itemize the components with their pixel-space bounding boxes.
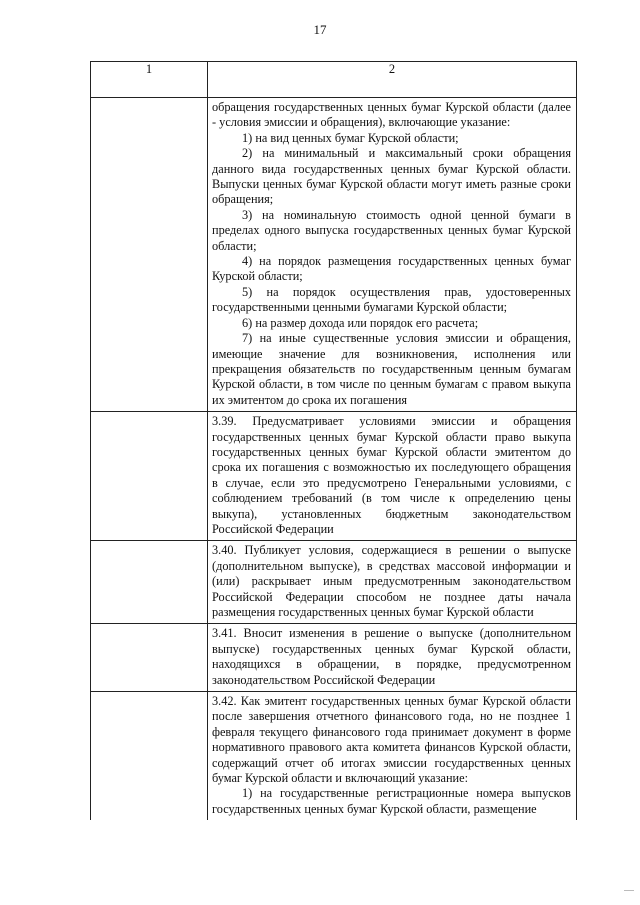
list-item: 4) на порядок размещения государственных ценных бумаг Курской области; — [212, 254, 571, 284]
row-text-cell — [208, 692, 577, 821]
row-left-cell — [91, 624, 208, 692]
row-left-cell — [91, 692, 208, 821]
row-text-cell — [208, 541, 577, 624]
list-item: 2) на минимальный и максимальный сроки обращения данного вида государственных ценных бумаг Курской области. Выпуски ценных бумаг Курской области могут иметь разные сроки обращения; — [212, 146, 571, 207]
table-row — [91, 412, 577, 541]
table-row — [91, 692, 577, 821]
table-row — [91, 624, 577, 692]
list-item: 5) на порядок осуществления прав, удостоверенных государственными ценными бумагами Курской области; — [212, 284, 571, 315]
paragraph: обращения государственных ценных бумаг Курской области (далее - условия эмиссии и обращения), включающие указание: — [212, 100, 571, 130]
row-text-cell — [208, 98, 577, 412]
list-item: 3) на номинальную стоимость одной ценной бумаги в пределах одного выпуска государственных ценных бумаг Курской области; — [212, 207, 571, 253]
row-left-cell — [91, 412, 208, 541]
paragraph: 3.39. Предусматривает условиями эмиссии и обращения государственных ценных бумаг Курской области право выкупа государственных ценных бумаг Курской области эмитентом до срока их погашения с возможностью их последующего обращения в случае, если это предусмотрено Генеральными условиями, с соблюдением требований (в том числе к определению цены выкупа), установленных бюджетным законодательством Российской Федерации — [212, 414, 571, 536]
document-table — [90, 61, 577, 820]
row-left-cell — [91, 98, 208, 412]
column-header-1: 1 — [91, 62, 208, 98]
list-item: 1) на государственные регистрационные номера выпусков государственных ценных бумаг Курской области, размещение — [212, 786, 571, 816]
table-header-row — [91, 62, 577, 98]
paragraph: 3.40. Публикует условия, содержащиеся в решении о выпуске (дополнительном выпуске), в средствах массовой информации и (или) раскрывает иным предусмотренным законодательством Российской Федерации способом не позднее даты начала размещения государственных ценных бумаг Курской области — [212, 543, 571, 619]
list-item: 1) на вид ценных бумаг Курской области; — [242, 130, 459, 145]
scan-artifact — [624, 890, 634, 891]
row-left-cell — [91, 541, 208, 624]
row-text-cell — [208, 412, 577, 541]
row-text-cell — [208, 624, 577, 692]
table-row — [91, 98, 577, 412]
table-row — [91, 541, 577, 624]
paragraph: 3.41. Вносит изменения в решение о выпуске (дополнительном выпуске) государственных ценных бумаг Курской области, находящихся в обращении, в порядке, предусмотренном законодательством Российской Федерации — [212, 626, 571, 687]
paragraph: 3.42. Как эмитент государственных ценных бумаг Курской области после завершения отчетного финансового года, но не позднее 1 февраля текущего финансового года принимает документ в форме нормативного правового акта комитета финансов Курской области, содержащий отчет об итогах эмиссии государственных ценных бумаг Курской области и включающий указание: — [212, 694, 571, 786]
list-item: 7) на иные существенные условия эмиссии и обращения, имеющие значение для возникновения, исполнения или прекращения обязательств по государственным ценным бумагам Курской области, в том числе по ценным бумагам с правом выкупа их эмитентом до срока их погашения — [212, 331, 571, 407]
page-number: 17 — [313, 22, 327, 37]
column-header-2: 2 — [208, 62, 577, 98]
list-item: 6) на размер дохода или порядок его расчета; — [242, 315, 479, 330]
